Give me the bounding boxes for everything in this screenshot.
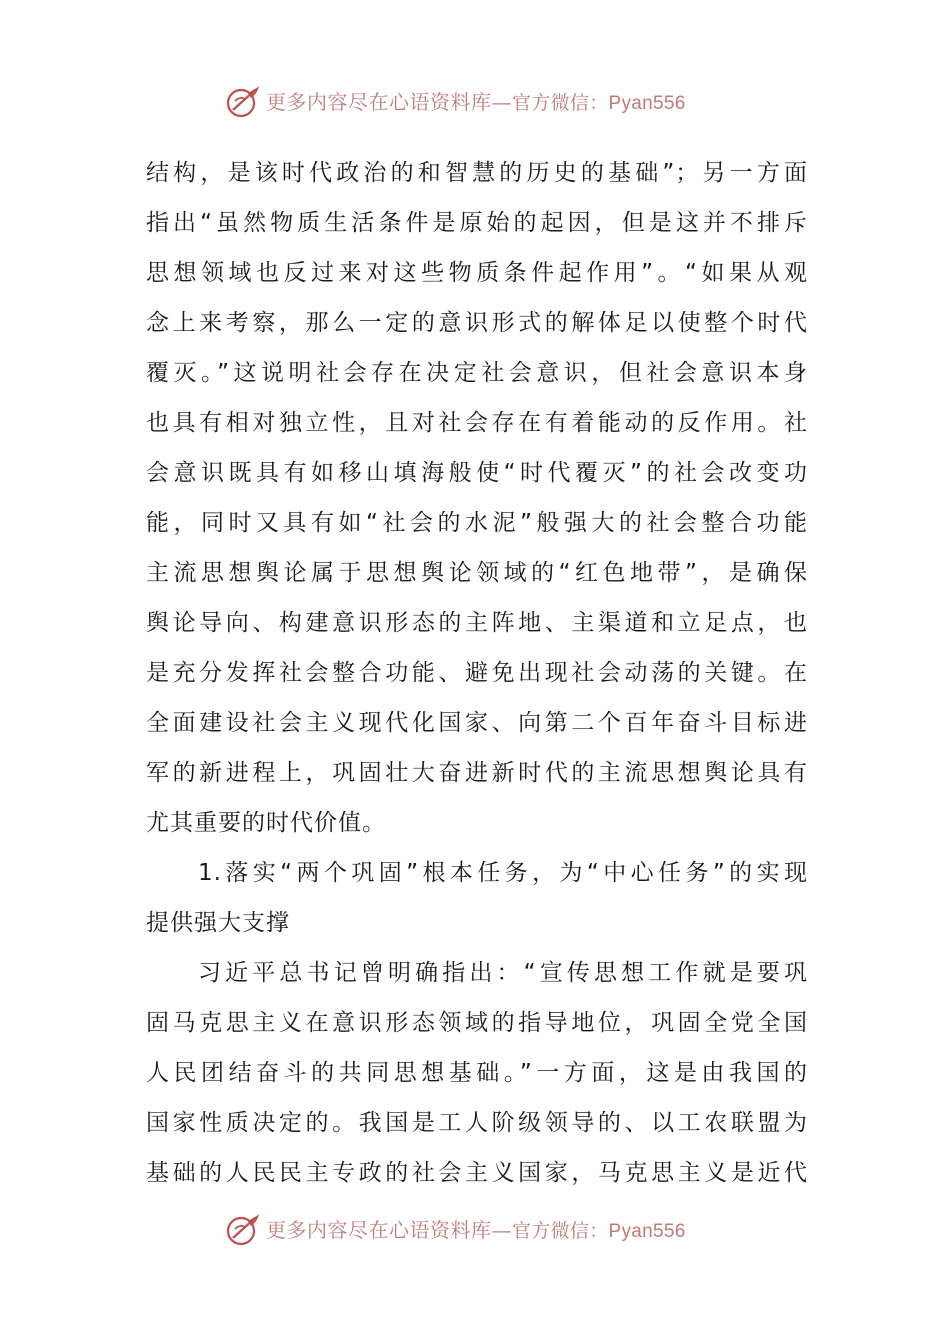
- body-line: 是充分发挥社会整合功能、避免出现社会动荡的关键。在: [146, 660, 808, 686]
- body-line: 覆灭。”这说明社会存在决定社会意识，但社会意识本身: [146, 360, 808, 386]
- section-heading-cont: 提供强大支撑: [146, 910, 290, 936]
- body-line: 也具有相对独立性，且对社会存在有着能动的反作用。社: [146, 410, 808, 436]
- body-line: 尤其重要的时代价值。: [146, 810, 386, 836]
- body-line: 念上来考察，那么一定的意识形式的解体足以使整个时代: [146, 310, 808, 336]
- banner-prefix: 更多内容尽在心语资料库—: [266, 1218, 512, 1242]
- paragraph-start: 习近平总书记曾明确指出：“宣传思想工作就是要巩: [198, 960, 808, 986]
- body-line: 思想领域也反过来对这些物质条件起作用”。“如果从观: [146, 260, 808, 286]
- footer-watermark-banner: [0, 1210, 950, 1250]
- quill-seal-icon: [224, 1212, 262, 1248]
- body-line: 全面建设社会主义现代化国家、向第二个百年奋斗目标进: [146, 710, 808, 736]
- body-line: 会意识既具有如移山填海般使“时代覆灭”的社会改变功: [146, 460, 808, 486]
- body-line: 舆论导向、构建意识形态的主阵地、主渠道和立足点，也: [146, 610, 808, 636]
- banner-wechat: 官方微信：Pyan556: [512, 93, 686, 114]
- body-line: 主流思想舆论属于思想舆论领域的“红色地带”，是确保: [146, 560, 808, 586]
- body-line: 军的新进程上，巩固壮大奋进新时代的主流思想舆论具有: [146, 760, 808, 786]
- header-watermark-banner: [0, 82, 950, 122]
- body-line: 能，同时又具有如“社会的水泥”般强大的社会整合功能: [146, 510, 808, 536]
- body-line: 指出“虽然物质生活条件是原始的起因，但是这并不排斥: [146, 210, 808, 236]
- body-line: 固马克思主义在意识形态领域的指导地位，巩固全党全国: [146, 1010, 808, 1036]
- document-body: [146, 148, 808, 1198]
- body-line: 基础的人民民主专政的社会主义国家，马克思主义是近代: [146, 1160, 808, 1186]
- quill-seal-icon: [224, 84, 262, 120]
- body-line: 结构，是该时代政治的和智慧的历史的基础”；另一方面: [146, 160, 808, 186]
- section-heading: 1.落实“两个巩固”根本任务，为“中心任务”的实现: [198, 860, 808, 886]
- banner-prefix: 更多内容尽在心语资料库—: [266, 90, 512, 114]
- body-line: 国家性质决定的。我国是工人阶级领导的、以工农联盟为: [146, 1110, 808, 1136]
- banner-wechat: 官方微信：Pyan556: [512, 1221, 686, 1242]
- body-line: 人民团结奋斗的共同思想基础。”一方面，这是由我国的: [146, 1060, 808, 1086]
